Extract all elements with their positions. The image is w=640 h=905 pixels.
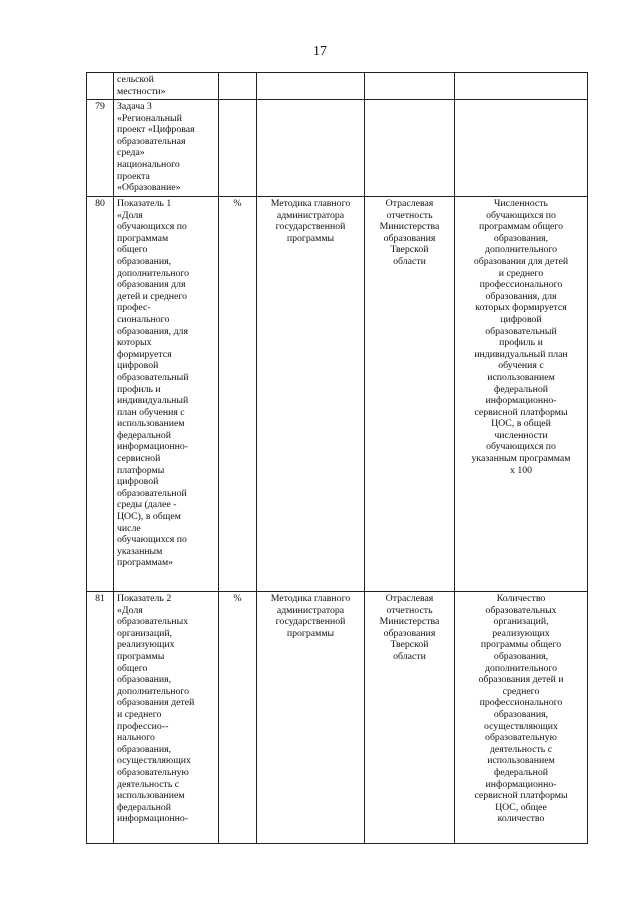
cell-text-line: среднего — [502, 685, 540, 697]
table-row — [87, 73, 588, 100]
cell-text-line: Методика главного — [270, 198, 351, 209]
cell-text-line: осуществляющих — [484, 720, 558, 732]
cell-text-line: Министерства — [379, 221, 440, 233]
cell-text-line: дополнительного — [117, 267, 190, 279]
indicator-name — [114, 592, 219, 844]
cell-text-line: образования — [383, 627, 436, 639]
cell-text-line: области — [393, 255, 426, 267]
cell-text-line: образования, — [493, 232, 549, 244]
unit-cell: % — [219, 592, 257, 844]
cell-text-line: образования, — [117, 743, 172, 755]
cell-text-line: которых формируется — [475, 302, 567, 314]
cell-text-line: Отраслевая — [385, 593, 434, 604]
formula-cell — [455, 592, 588, 844]
unit-cell — [219, 73, 257, 100]
cell-text-line: образовательный — [485, 325, 557, 337]
cell-text-line: реализующих — [492, 627, 550, 639]
indicator-name — [114, 100, 219, 197]
method-cell — [257, 73, 365, 100]
cell-text-line: обучающихся по — [486, 441, 556, 453]
unit-cell — [219, 100, 257, 197]
cell-text-line: количество — [497, 813, 545, 825]
cell-text-line: которых — [117, 337, 152, 349]
cell-text-line: среды (далее - — [117, 499, 177, 511]
cell-text-line: администратора — [276, 209, 345, 221]
cell-text-line: образовательных — [485, 604, 557, 616]
cell-text-line: «Доля — [117, 604, 143, 616]
cell-text-line: указанным — [117, 545, 163, 557]
cell-text-line: информационно- — [117, 441, 188, 453]
cell-text-line: Численность — [494, 198, 548, 209]
cell-text-line: ЦОС, общее — [495, 801, 547, 813]
cell-text-line: сервисной платформы — [474, 406, 568, 418]
cell-text-line: федеральной — [494, 766, 548, 778]
cell-text-line: отчетность — [386, 209, 433, 221]
source-cell — [365, 73, 455, 100]
cell-text-line: и среднего — [498, 267, 544, 279]
row-number: 81 — [87, 592, 114, 844]
cell-text-line: образования, — [493, 708, 549, 720]
indicator-name — [114, 197, 219, 592]
cell-text-line: деятельность с — [117, 778, 180, 790]
page-number: 17 — [313, 44, 327, 59]
cell-text-line: использованием — [117, 790, 185, 802]
method-cell — [257, 592, 365, 844]
cell-text-line: Тверской — [390, 244, 429, 256]
cell-text-line: обучающихся по — [117, 534, 187, 546]
cell-text-line: образования, для — [485, 290, 557, 302]
cell-text-line: образования, — [117, 674, 172, 686]
cell-text-line: числе — [117, 522, 141, 534]
cell-text-line: сионального — [117, 313, 170, 325]
cell-text-line: образовательную — [485, 732, 557, 744]
row-number: 80 — [87, 197, 114, 592]
source-cell — [365, 100, 455, 197]
cell-text-line: программы — [117, 650, 165, 662]
table-row — [87, 592, 588, 844]
cell-text-line: и среднего — [117, 708, 162, 720]
row-number — [87, 73, 114, 100]
cell-text-line: общего — [117, 662, 148, 674]
cell-text-line: цифровой — [117, 476, 159, 488]
cell-text-line: Показатель 1 — [117, 198, 172, 209]
cell-text-line: «Региональный — [117, 112, 182, 124]
cell-text-line: федеральной — [117, 429, 171, 441]
cell-text-line: местности» — [117, 85, 166, 97]
cell-text-line: образовательной — [117, 487, 187, 499]
cell-text-line: использованием — [487, 371, 555, 383]
cell-text-line: информационно- — [485, 778, 557, 790]
cell-text-line: организаций, — [117, 627, 173, 639]
cell-text-line: индивидуальный — [117, 395, 189, 407]
cell-text-line: программы — [286, 627, 335, 639]
cell-text-line: деятельность с — [489, 743, 553, 755]
cell-text-line: дополнительного — [484, 662, 558, 674]
cell-text-line: ЦОС), в общем — [117, 511, 181, 523]
cell-text-line: реализующих — [117, 639, 175, 651]
cell-text-line: сервисной платформы — [474, 790, 568, 802]
cell-text-line: обучающихся по — [486, 209, 556, 221]
source-cell — [365, 592, 455, 844]
cell-text-line: «Образование» — [117, 182, 181, 194]
formula-cell — [455, 73, 588, 100]
cell-text-line: проект «Цифровая — [117, 124, 195, 136]
formula-cell — [455, 197, 588, 592]
cell-text-line: федеральной — [117, 801, 171, 813]
cell-text-line: указанным программам — [471, 453, 571, 465]
cell-text-line: Показатель 2 — [117, 593, 172, 604]
cell-text-line: национального — [117, 158, 180, 170]
method-cell — [257, 197, 365, 592]
table-row — [87, 100, 588, 197]
cell-text-line: информационно- — [117, 813, 188, 825]
cell-text-line: программам» — [117, 557, 174, 569]
cell-text-line: обучающихся по — [117, 221, 187, 233]
cell-text-line: план обучения с — [117, 406, 185, 418]
cell-text-line: федеральной — [494, 383, 548, 395]
cell-text-line: образовательная — [117, 135, 186, 147]
cell-text-line: сервисной — [117, 453, 161, 465]
cell-text-line: дополнительного — [484, 244, 558, 256]
cell-text-line: численности — [494, 429, 548, 441]
cell-text-line: сельской — [117, 74, 154, 85]
formula-cell — [455, 100, 588, 197]
cell-text-line: платформы — [117, 464, 165, 476]
cell-text-line: цифровой — [117, 360, 159, 372]
cell-text-line: использованием — [117, 418, 185, 430]
cell-text-line: Количество — [496, 593, 546, 604]
cell-text-line: x 100 — [509, 464, 533, 476]
cell-text-line: Тверской — [390, 639, 429, 651]
cell-text-line: общего — [117, 244, 148, 256]
cell-text-line: детей и среднего — [117, 290, 188, 302]
cell-text-line: образования, для — [117, 325, 188, 337]
cell-text-line: использованием — [487, 755, 555, 767]
cell-text-line: образования — [383, 232, 436, 244]
cell-text-line: государственной — [275, 616, 346, 628]
cell-text-line: цифровой — [500, 313, 542, 325]
cell-text-line: Министерства — [379, 616, 440, 628]
row-number: 79 — [87, 100, 114, 197]
cell-text-line: образования детей — [117, 697, 195, 709]
cell-text-line: Методика главного — [270, 593, 351, 604]
cell-text-line: образования для — [117, 279, 186, 291]
cell-text-line: образовательный — [117, 371, 189, 383]
cell-text-line: профессио-- — [117, 720, 169, 732]
cell-text-line: обучения с — [498, 360, 544, 372]
indicators-table — [86, 72, 588, 844]
cell-text-line: организаций, — [493, 616, 549, 628]
cell-text-line: дополнительного — [117, 685, 190, 697]
table-row — [87, 197, 588, 592]
cell-text-line: программы — [286, 232, 335, 244]
cell-text-line: образовательную — [117, 766, 189, 778]
cell-text-line: области — [393, 650, 426, 662]
cell-text-line: программам — [117, 232, 169, 244]
cell-text-line: государственной — [275, 221, 346, 233]
cell-text-line: Отраслевая — [385, 198, 434, 209]
cell-text-line: Задача 3 — [117, 101, 152, 112]
method-cell — [257, 100, 365, 197]
cell-text-line: программы общего — [480, 639, 562, 651]
cell-text-line: информационно- — [485, 395, 557, 407]
cell-text-line: формируется — [117, 348, 172, 360]
cell-text-line: проекта — [117, 170, 150, 182]
cell-text-line: профессионального — [479, 697, 563, 709]
cell-text-line: программам общего — [478, 221, 564, 233]
cell-text-line: образования для детей — [473, 255, 569, 267]
cell-text-line: «Доля — [117, 209, 143, 221]
unit-cell: % — [219, 197, 257, 592]
cell-text-line: администратора — [276, 604, 345, 616]
cell-text-line: индивидуальный план — [474, 348, 568, 360]
cell-text-line: среда» — [117, 147, 145, 159]
source-cell — [365, 197, 455, 592]
cell-text-line: ЦОС, в общей — [491, 418, 551, 430]
cell-text-line: отчетность — [386, 604, 433, 616]
cell-text-line: осуществляющих — [117, 755, 191, 767]
cell-text-line: образования детей и — [478, 674, 564, 686]
cell-text-line: образования, — [117, 255, 172, 267]
cell-text-line: образования, — [493, 650, 549, 662]
cell-text-line: профессионального — [479, 279, 563, 291]
cell-text-line: профес- — [117, 302, 151, 314]
cell-text-line: образовательных — [117, 616, 189, 628]
indicator-name — [114, 73, 219, 100]
cell-text-line: профиль и — [499, 337, 543, 349]
cell-text-line: профиль и — [117, 383, 161, 395]
cell-text-line: нального — [117, 732, 155, 744]
